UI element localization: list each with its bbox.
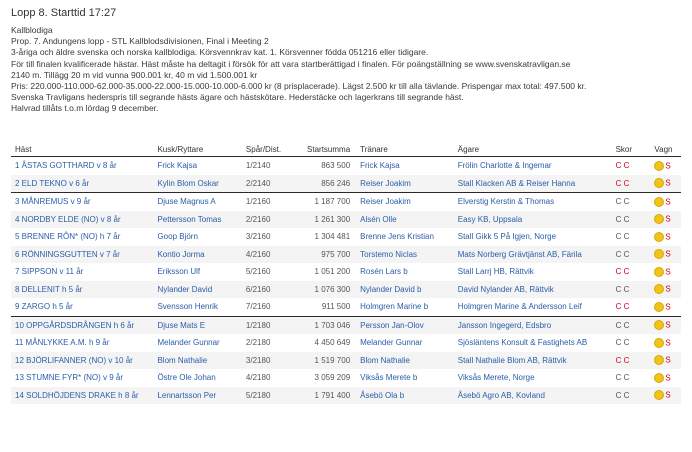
- shoes-cell: [612, 387, 651, 405]
- owner-link[interactable]: Stall Klacken AB & Reiser Hanna: [454, 175, 612, 193]
- start-list-table: [11, 143, 681, 404]
- trainer-link[interactable]: Rosén Lars b: [360, 267, 408, 277]
- cart-type: S: [665, 355, 671, 365]
- driver-link[interactable]: Nylander David: [153, 281, 241, 299]
- start-earnings: 975 700: [302, 246, 356, 264]
- owner-link[interactable]: Jansson Ingegerd, Edsbro: [454, 316, 612, 334]
- cart-dot-icon: [654, 214, 664, 224]
- shoes-cell: [612, 263, 651, 281]
- table-row: [11, 211, 681, 229]
- race-info-line: Pris: 220.000-110.000-62.000-35.000-22.000-15.000-10.000-6.000 kr (8 prisplacerade). Lägst 2.500 kr till alla tävlande. Prispengar max total: 497.500 kr.: [11, 81, 587, 92]
- cart-type: S: [665, 373, 671, 383]
- col-header-trainer[interactable]: Tränare: [356, 143, 454, 157]
- cart-type: S: [665, 178, 671, 188]
- back-shoe-indicator: C: [623, 232, 630, 242]
- race-info-line: Prop. 7. Andungens lopp - STL Kallblodsdivisionen, Final i Meeting 2: [11, 36, 269, 47]
- trainer-link[interactable]: Melander Gunnar: [360, 338, 423, 348]
- back-shoe-indicator: C: [623, 320, 630, 330]
- col-header-earnings[interactable]: Startsumma: [302, 143, 356, 157]
- start-earnings: 4 450 649: [314, 338, 351, 348]
- front-shoe-indicator: C: [615, 249, 622, 259]
- shoes-cell: [612, 228, 651, 246]
- owner-link[interactable]: Frölin Charlotte & Ingemar: [457, 161, 552, 171]
- horse-link[interactable]: 9 ZARGO h 5 år: [15, 302, 73, 312]
- trainer-link[interactable]: Reiser Joakim: [356, 175, 454, 193]
- col-header-driver[interactable]: Kusk/Ryttare: [153, 143, 241, 157]
- table-row: [11, 352, 681, 370]
- owner-link[interactable]: Stall Larrj HB, Rättvik: [457, 267, 534, 277]
- back-shoe-indicator: C: [623, 249, 630, 259]
- table-row: [11, 246, 681, 264]
- cart-cell: [650, 157, 681, 175]
- start-earnings: 1 187 700: [302, 193, 356, 211]
- cart-type: S: [665, 320, 671, 330]
- table-row: [11, 175, 681, 193]
- table-row: [11, 369, 681, 387]
- race-info: [11, 25, 683, 115]
- cart-dot-icon: [654, 373, 664, 383]
- front-shoe-indicator: C: [615, 232, 622, 242]
- back-shoe-indicator: C: [623, 390, 630, 400]
- track-distance: 1/2160: [242, 193, 302, 211]
- horse-link[interactable]: 3 MÅNREMUS v 9 år: [11, 193, 153, 211]
- start-earnings: 856 246: [302, 175, 356, 193]
- owner-link[interactable]: Mats Norberg Grävtjänst AB, Färila: [454, 246, 612, 264]
- start-earnings: 1 791 400: [302, 387, 356, 405]
- cart-cell: [650, 228, 681, 246]
- horse-link[interactable]: 7 SIPPSON v 11 år: [15, 267, 84, 277]
- front-shoe-indicator: C: [615, 284, 622, 294]
- horse-link[interactable]: 14 SOLDHÖJDENS DRAKE h 8 år: [11, 387, 153, 405]
- driver-link[interactable]: Djuse Magnus A: [153, 193, 241, 211]
- cart-dot-icon: [654, 390, 664, 400]
- front-shoe-indicator: C: [615, 320, 622, 330]
- front-shoe-indicator: C: [615, 161, 622, 171]
- back-shoe-indicator: C: [623, 161, 630, 171]
- cart-dot-icon: [654, 267, 664, 277]
- front-shoe-indicator: C: [615, 197, 622, 207]
- table-row: [11, 316, 681, 334]
- table-row: [11, 228, 681, 246]
- horse-link[interactable]: 2 ELD TEKNO v 6 år: [11, 175, 153, 193]
- owner-link[interactable]: Viksås Merete, Norge: [457, 373, 535, 383]
- race-info-line: Halvrad tillåts t.o.m lördag 9 december.: [11, 103, 159, 114]
- cart-cell: [650, 369, 681, 387]
- cart-cell: [650, 211, 681, 229]
- horse-link[interactable]: 13 STUMNE FYR* (NO) v 9 år: [15, 373, 124, 383]
- cart-type: S: [665, 338, 671, 348]
- driver-link[interactable]: Eriksson Ulf: [157, 267, 201, 277]
- track-distance: 5/2160: [245, 267, 271, 277]
- shoes-cell: [612, 157, 651, 175]
- owner-link[interactable]: Elverstig Kerstin & Thomas: [454, 193, 612, 211]
- horse-link[interactable]: 12 BJÖRLIFANNER (NO) v 10 år: [11, 352, 153, 370]
- back-shoe-indicator: C: [623, 302, 630, 312]
- trainer-link[interactable]: Viksås Merete b: [360, 373, 418, 383]
- cart-type: S: [665, 302, 671, 312]
- owner-link[interactable]: Holmgren Marine & Andersson Leif: [457, 302, 582, 312]
- front-shoe-indicator: C: [615, 214, 622, 224]
- driver-link[interactable]: Kontio Jorma: [153, 246, 241, 264]
- table-row: [11, 334, 681, 352]
- cart-type: S: [665, 390, 671, 400]
- start-earnings: 1 304 481: [314, 232, 351, 242]
- trainer-link[interactable]: Frick Kajsa: [360, 161, 400, 171]
- race-info-line: För till finalen kvalificerade hästar. Häst måste ha deltagit i försök för att vara startberättigad i finalen. För poängställning se www.svenskatravligan.se: [11, 58, 571, 69]
- cart-type: S: [665, 214, 671, 224]
- shoes-cell: [612, 211, 651, 229]
- shoes-cell: [612, 352, 651, 370]
- cart-dot-icon: [654, 249, 664, 259]
- back-shoe-indicator: C: [623, 267, 630, 277]
- table-header-row: [11, 143, 681, 157]
- cart-dot-icon: [654, 355, 664, 365]
- table-row: [11, 298, 681, 316]
- cart-type: S: [665, 161, 671, 171]
- driver-link[interactable]: Östre Ole Johan: [157, 373, 216, 383]
- driver-link[interactable]: Melander Gunnar: [157, 338, 220, 348]
- front-shoe-indicator: C: [615, 355, 622, 365]
- shoes-cell: [612, 298, 651, 316]
- horse-link[interactable]: 6 RÖNNINGSGUTTEN v 7 år: [11, 246, 153, 264]
- shoes-cell: [612, 193, 651, 211]
- back-shoe-indicator: C: [623, 197, 630, 207]
- horse-link[interactable]: 4 NORDBY ELDE (NO) v 8 år: [11, 211, 153, 229]
- race-info-line: Svenska Travligans hederspris till segrande hästs ägare och hästskötare. Hederstäcke och lagerkrans till segrande häst.: [11, 92, 464, 103]
- col-header-horse[interactable]: Häst: [11, 143, 153, 157]
- back-shoe-indicator: C: [623, 373, 630, 383]
- start-earnings: 1 076 300: [302, 281, 356, 299]
- trainer-link[interactable]: Alsén Olle: [356, 211, 454, 229]
- track-distance: 6/2160: [242, 281, 302, 299]
- start-earnings: 3 059 209: [314, 373, 351, 383]
- shoes-cell: [612, 281, 651, 299]
- track-distance: 2/2160: [242, 211, 302, 229]
- col-header-cart: Vagn: [650, 143, 681, 157]
- cart-dot-icon: [654, 232, 664, 242]
- start-earnings: 911 500: [321, 302, 351, 312]
- horse-link[interactable]: 8 DELLENIT h 5 år: [11, 281, 153, 299]
- cart-type: S: [665, 197, 671, 207]
- owner-link[interactable]: David Nylander AB, Rättvik: [454, 281, 612, 299]
- cart-type: S: [665, 232, 671, 242]
- front-shoe-indicator: C: [615, 267, 622, 277]
- trainer-link[interactable]: Åsebö Ola b: [356, 387, 454, 405]
- driver-link[interactable]: Frick Kajsa: [157, 161, 198, 171]
- cart-dot-icon: [654, 320, 664, 330]
- back-shoe-indicator: C: [623, 178, 630, 188]
- col-header-track[interactable]: Spår/Dist.: [242, 143, 302, 157]
- cart-cell: [650, 193, 681, 211]
- track-distance: 2/2180: [245, 338, 271, 348]
- trainer-link[interactable]: Reiser Joakim: [356, 193, 454, 211]
- table-row: [11, 281, 681, 299]
- back-shoe-indicator: C: [623, 214, 630, 224]
- trainer-link[interactable]: Blom Nathalie: [356, 352, 454, 370]
- race-info-line: 2140 m. Tillägg 20 m vid vunna 900.001 kr, 40 m vid 1.500.001 kr: [11, 69, 258, 80]
- cart-cell: [650, 334, 681, 352]
- race-title: Lopp 8. Starttid 17:27: [11, 7, 117, 19]
- trainer-link[interactable]: Holmgren Marine b: [360, 302, 429, 312]
- cart-dot-icon: [654, 178, 664, 188]
- horse-link[interactable]: 10 OPPGÅRDSDRÅNGEN h 6 år: [11, 316, 153, 334]
- track-distance: 3/2180: [242, 352, 302, 370]
- back-shoe-indicator: C: [623, 355, 630, 365]
- start-earnings: 863 500: [321, 161, 351, 171]
- col-header-owner[interactable]: Ägare: [454, 143, 612, 157]
- cart-dot-icon: [654, 197, 664, 207]
- driver-link[interactable]: Blom Nathalie: [153, 352, 241, 370]
- cart-cell: [650, 281, 681, 299]
- table-row: [11, 263, 681, 281]
- cart-cell: [650, 387, 681, 405]
- start-earnings: 1 261 300: [302, 211, 356, 229]
- driver-link[interactable]: Pettersson Tomas: [153, 211, 241, 229]
- trainer-link[interactable]: Nylander David b: [356, 281, 454, 299]
- table-row: [11, 157, 681, 175]
- start-earnings: 1 703 046: [302, 316, 356, 334]
- cart-cell: [650, 298, 681, 316]
- owner-link[interactable]: Sjösläntens Konsult & Fastighets AB: [457, 338, 588, 348]
- track-distance: 4/2160: [242, 246, 302, 264]
- cart-cell: [650, 316, 681, 334]
- shoes-cell: [612, 369, 651, 387]
- trainer-link[interactable]: Torstemo Niclas: [356, 246, 454, 264]
- front-shoe-indicator: C: [615, 390, 622, 400]
- cart-type: S: [665, 249, 671, 259]
- trainer-link[interactable]: Persson Jan-Olov: [356, 316, 454, 334]
- track-distance: 2/2140: [242, 175, 302, 193]
- start-earnings: 1 519 700: [302, 352, 356, 370]
- owner-link[interactable]: Stall Gikk 5 På Igjen, Norge: [457, 232, 557, 242]
- track-distance: 1/2180: [242, 316, 302, 334]
- back-shoe-indicator: C: [623, 338, 630, 348]
- cart-type: S: [665, 267, 671, 277]
- cart-cell: [650, 263, 681, 281]
- horse-link[interactable]: 11 MÅNLYKKE A.M. h 9 år: [15, 338, 110, 348]
- table-row: [11, 387, 681, 405]
- shoes-cell: [612, 316, 651, 334]
- cart-dot-icon: [654, 338, 664, 348]
- cart-cell: [650, 246, 681, 264]
- owner-link[interactable]: Easy KB, Uppsala: [454, 211, 612, 229]
- back-shoe-indicator: C: [623, 284, 630, 294]
- shoes-cell: [612, 334, 651, 352]
- track-distance: 3/2160: [245, 232, 271, 242]
- horse-link[interactable]: 1 ÅSTAS GOTTHARD v 8 år: [15, 161, 117, 171]
- driver-link[interactable]: Goop Björn: [157, 232, 198, 242]
- cart-dot-icon: [654, 161, 664, 171]
- shoes-cell: [612, 175, 651, 193]
- track-distance: 4/2180: [245, 373, 271, 383]
- race-info-line: Kallblodiga: [11, 25, 53, 35]
- start-earnings: 1 051 200: [314, 267, 351, 277]
- table-row: [11, 193, 681, 211]
- owner-link[interactable]: Åsebö Agro AB, Kovland: [454, 387, 612, 405]
- cart-dot-icon: [654, 302, 664, 312]
- horse-link[interactable]: 5 BRENNE RÔN* (NO) h 7 år: [15, 232, 121, 242]
- owner-link[interactable]: Stall Nathalie Blom AB, Rättvik: [454, 352, 612, 370]
- front-shoe-indicator: C: [615, 302, 622, 312]
- cart-cell: [650, 352, 681, 370]
- cart-cell: [650, 175, 681, 193]
- track-distance: 1/2140: [245, 161, 271, 171]
- driver-link[interactable]: Lennartsson Per: [153, 387, 241, 405]
- driver-link[interactable]: Kylin Blom Oskar: [153, 175, 241, 193]
- track-distance: 5/2180: [242, 387, 302, 405]
- driver-link[interactable]: Svensson Henrik: [157, 302, 218, 312]
- cart-dot-icon: [654, 284, 664, 294]
- race-info-line: 3-åriga och äldre svenska och norska kallblodiga. Körsvennkrav kat. 1. Körsvenner födda 051216 eller tidigare.: [11, 47, 429, 58]
- col-header-shoes: Skor: [612, 143, 651, 157]
- front-shoe-indicator: C: [615, 178, 622, 188]
- shoes-cell: [612, 246, 651, 264]
- cart-type: S: [665, 284, 671, 294]
- track-distance: 7/2160: [245, 302, 271, 312]
- driver-link[interactable]: Djuse Mats E: [153, 316, 241, 334]
- trainer-link[interactable]: Brenne Jens Kristian: [360, 232, 434, 242]
- front-shoe-indicator: C: [615, 338, 622, 348]
- front-shoe-indicator: C: [615, 373, 622, 383]
